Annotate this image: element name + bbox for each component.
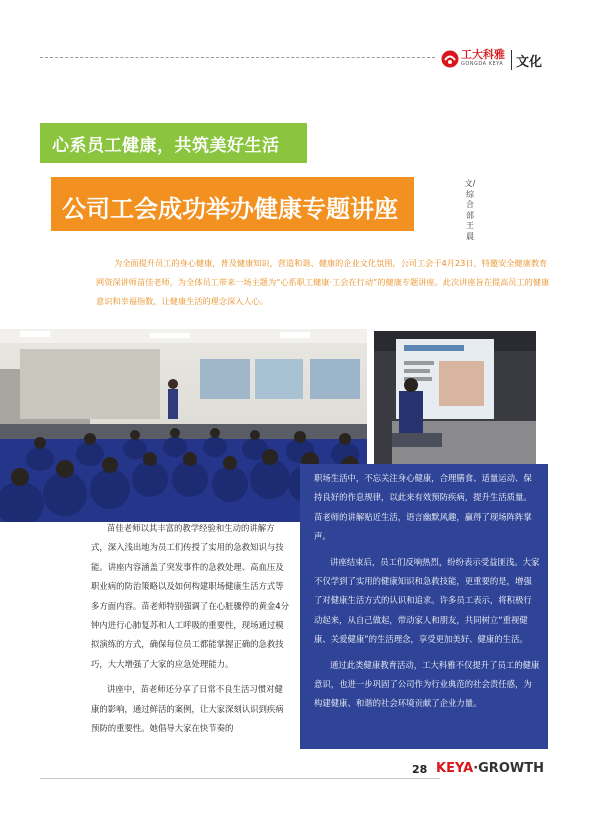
right-paragraph-1: 职场生活中，不忘关注身心健康，合理膳食、适量运动、保持良好的作息规律，以此来有效预防疾病，提升生活质量。苗老师的讲解贴近生活，语言幽默风趣，赢得了现场阵阵掌声。 [314,473,532,542]
footer-brand-dot: · [473,761,479,776]
left-paragraph-1: 苗佳老师以其丰富的教学经验和生动的讲解方式，深入浅出地为员工们传授了实用的急救知识与技能。讲座内容涵盖了突发事件的急救处理、高血压及职业病的防治策略以及如何构建职场健康生活方式等多方面内容。苗老师特别强调了在心脏骤停的黄金4分钟内进行心肺复苏和人工呼吸的重要性，现场通过模拟演练的方式，确保每位员工都能掌握正确的急救技巧，大大增强了大家的应急处理能力。 [91,523,289,669]
left-paragraph-2: 讲座中，苗老师还分享了日常不良生活习惯对健康的影响，通过鲜活的案例，让大家深刻认识到疾病预防的重要性。她倡导大家在快节奏的 [91,684,284,734]
right-paragraph-2: 讲座结束后，员工们反响热烈，纷纷表示受益匪浅。大家不仅学到了实用的健康知识和急救技能，更重要的是，增强了对健康生活方式的认识和追求。许多员工表示，将积极行动起来，从自己做起，带动家人和朋友，共同树立“重视健康、关爱健康”的生活理念，享受更加美好、健康的生活。 [314,556,540,645]
footer-brand-keya: KEYA [436,761,474,776]
article-title: 公司工会成功举办健康专题讲座 [62,195,398,223]
header-divider-line [40,57,435,58]
logo-mark-icon [441,50,459,68]
intro-paragraph: 为全面提升员工的身心健康，普及健康知识，营造和谐、健康的企业文化氛围，公司工会于4月23日，特邀安全健康教育网资深讲师苗佳老师，为全体员工带来一场主题为“心系职工健康·工会在行动”的健康专题讲座。此次讲座旨在提高员工的健康意识和幸福指数，让健康生活的理念深入人心。 [96,258,550,306]
lecturer-photo [374,331,536,464]
right-paragraph-3: 通过此类健康教育活动，工大科雅不仅提升了员工的健康意识，也进一步巩固了公司作为行业典范的社会责任感，为构建健康、和谐的社会环境贡献了企业力量。 [314,659,540,709]
footer-rule [40,778,440,779]
green-banner-title: 心系员工健康，共筑美好生活 [52,136,280,156]
footer-brand [436,761,544,776]
logo-subtext: GONGDA KEYA [461,61,504,67]
footer-brand-growth: GROWTH [478,761,544,776]
right-text-column [314,469,540,720]
author-byline: 文/综合部 王晨 [464,179,476,241]
company-logo [441,48,511,72]
page-number: 28 [412,763,428,776]
header-separator [511,50,512,70]
logo-text: 工大科雅 [461,48,505,61]
left-text-column [91,519,291,744]
section-label: 文化 [516,55,543,70]
